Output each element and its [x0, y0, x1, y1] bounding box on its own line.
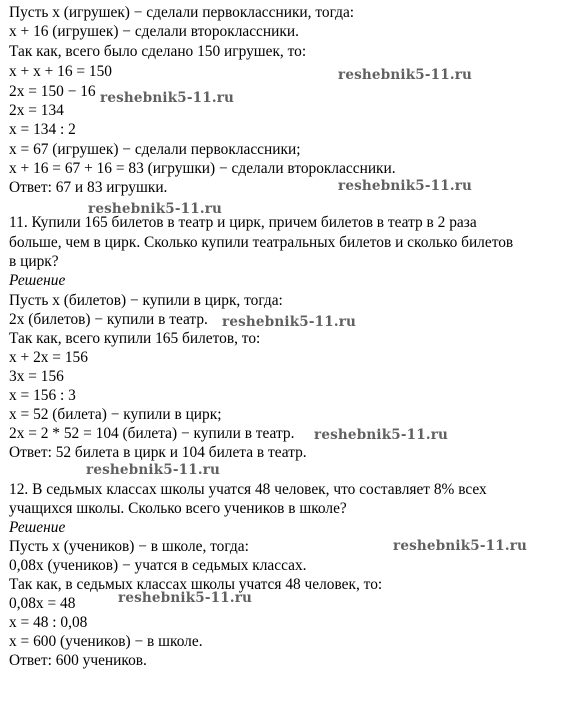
text-line: x + 2x = 156: [9, 349, 88, 366]
text-line: x = 67 (игрушек) − сделали первоклассники;: [9, 141, 301, 158]
watermark: reshebnik5-11.ru: [222, 314, 357, 330]
solution-heading: Решение: [9, 519, 66, 536]
answer-line: Ответ: 67 и 83 игрушки.: [9, 179, 168, 196]
text-line: 3x = 156: [9, 368, 64, 385]
solution-heading: Решение: [9, 272, 66, 289]
text-line: Так как, всего было сделано 150 игрушек, то:: [9, 43, 307, 60]
text-line: x = 48 : 0,08: [9, 614, 88, 631]
text-line: Пусть x (игрушек) − сделали первоклассники, тогда:: [9, 4, 355, 21]
watermark: reshebnik5-11.ru: [338, 67, 473, 83]
problem-12-text: учащихся школы. Сколько всего учеников в школе?: [9, 500, 347, 517]
text-line: 2x = 2 * 52 = 104 (билета) − купили в театр.: [9, 425, 295, 442]
watermark: reshebnik5-11.ru: [338, 178, 473, 194]
text-line: 2x = 134: [9, 102, 64, 119]
answer-line: Ответ: 52 билета в цирк и 104 билета в театр.: [9, 444, 307, 461]
watermark: reshebnik5-11.ru: [88, 201, 223, 217]
text-line: x + 16 (игрушек) − сделали второклассники.: [9, 23, 299, 40]
problem-11-text: в цирк?: [9, 253, 59, 270]
text-line: Пусть x (учеников) − в школе, тогда:: [9, 538, 249, 555]
text-line: Пусть x (билетов) − купили в цирк, тогда:: [9, 292, 283, 309]
watermark: reshebnik5-11.ru: [314, 427, 449, 443]
problem-11-text: больше, чем в цирк. Сколько купили театральных билетов и сколько билетов: [9, 234, 514, 251]
answer-line: Ответ: 600 учеников.: [9, 652, 147, 669]
text-line: x = 156 : 3: [9, 387, 76, 404]
watermark: reshebnik5-11.ru: [100, 90, 235, 106]
text-line: 2x (билетов) − купили в театр.: [9, 311, 208, 328]
text-line: Так как, всего купили 165 билетов, то:: [9, 330, 261, 347]
watermark: reshebnik5-11.ru: [393, 538, 528, 554]
problem-11-text: 11. Купили 165 билетов в театр и цирк, причем билетов в театр в 2 раза: [9, 214, 477, 231]
text-line: x = 134 : 2: [9, 121, 76, 138]
text-line: x = 600 (учеников) − в школе.: [9, 633, 203, 650]
text-line: 2x = 150 − 16: [9, 83, 96, 100]
text-line: x + x + 16 = 150: [9, 63, 112, 80]
text-line: x = 52 (билета) − купили в цирк;: [9, 406, 222, 423]
text-line: 0,08x = 48: [9, 595, 76, 612]
text-line: x + 16 = 67 + 16 = 83 (игрушки) − сделали второклассники.: [9, 160, 396, 177]
text-line: Так как, в седьмых классах школы учатся 48 человек, то:: [9, 576, 383, 593]
watermark: reshebnik5-11.ru: [118, 590, 253, 606]
watermark: reshebnik5-11.ru: [86, 462, 221, 478]
problem-12-text: 12. В седьмых классах школы учатся 48 человек, что составляет 8% всех: [9, 481, 487, 498]
text-line: 0,08x (учеников) − учатся в седьмых классах.: [9, 557, 307, 574]
